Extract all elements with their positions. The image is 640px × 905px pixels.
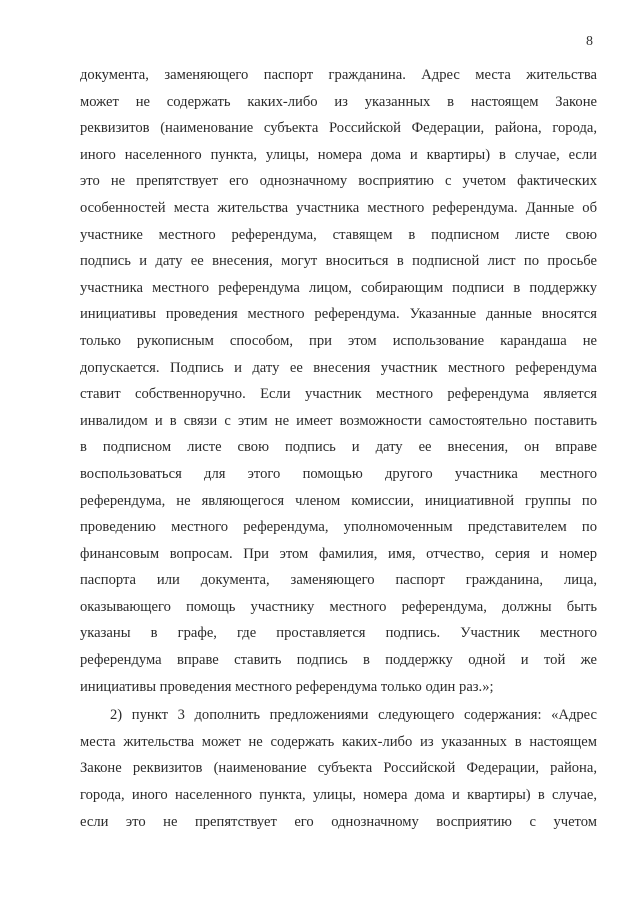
text-line: подпись и дату ее внесения, могут вноситься в подписной лист по просьбе: [80, 253, 597, 270]
text-line: допускается. Подпись и дату ее внесения участник местного референдума: [80, 359, 597, 376]
text-line: иного населенного пункта, улицы, номера дома и квартиры) в случае, если: [80, 146, 597, 163]
text-line: особенностей места жительства участника местного референдума. Данные об: [80, 199, 597, 216]
text-line: оказывающего помощь участнику местного референдума, должны быть: [80, 598, 597, 615]
text-line: инициативы проведения местного референдума только один раз.»;: [80, 678, 494, 695]
text-line: участника местного референдума лицом, собирающим подписи в поддержку: [80, 279, 597, 296]
text-line: документа, заменяющего паспорт гражданина. Адрес места жительства: [80, 67, 597, 83]
document-body: [80, 62, 597, 835]
text-line: может не содержать каких-либо из указанных в настоящем Законе: [80, 93, 597, 110]
text-line: в подписном листе свою подпись и дату ее внесения, он вправе: [80, 439, 597, 456]
text-line: места жительства может не содержать каких-либо из указанных в настоящем: [80, 733, 597, 750]
text-line: участнике местного референдума, ставящем в подписном листе свою: [80, 226, 597, 243]
text-line: если это не препятствует его однозначному восприятию с учетом: [80, 813, 597, 830]
text-line: воспользоваться для этого помощью другого участника местного: [80, 465, 597, 482]
text-line: референдума вправе ставить подпись в поддержку одной и той же: [80, 652, 597, 669]
paragraph-2: [80, 702, 597, 835]
text-line: это не препятствует его однозначному восприятию с учетом фактических: [80, 173, 597, 190]
text-line: только рукописным способом, при этом использование карандаша не: [80, 332, 597, 349]
text-line: референдума, не являющегося членом комиссии, инициативной группы по: [80, 492, 597, 509]
text-line: Законе реквизитов (наименование субъекта Российской Федерации, района,: [80, 760, 597, 777]
text-line: финансовым вопросам. При этом фамилия, имя, отчество, серия и номер: [80, 545, 597, 562]
text-line: указаны в графе, где проставляется подпись. Участник местного: [80, 625, 597, 642]
text-line: города, иного населенного пункта, улицы, номера дома и квартиры) в случае,: [80, 787, 597, 804]
text-line: реквизитов (наименование субъекта Российской Федерации, района, города,: [80, 120, 597, 137]
paragraph-1: [80, 62, 597, 700]
text-line: проведению местного референдума, уполномоченным представителем по: [80, 519, 597, 536]
text-line: инвалидом и в связи с этим не имеет возможности самостоятельно поставить: [80, 412, 597, 429]
text-line: 2) пункт 3 дополнить предложениями следующего содержания: «Адрес: [110, 707, 597, 724]
text-line: инициативы проведения местного референдума. Указанные данные вносятся: [80, 306, 597, 323]
text-line: паспорта или документа, заменяющего паспорт гражданина, лица,: [80, 572, 597, 589]
text-line: ставит собственноручно. Если участник местного референдума является: [80, 386, 597, 403]
page-number: 8: [586, 34, 593, 49]
